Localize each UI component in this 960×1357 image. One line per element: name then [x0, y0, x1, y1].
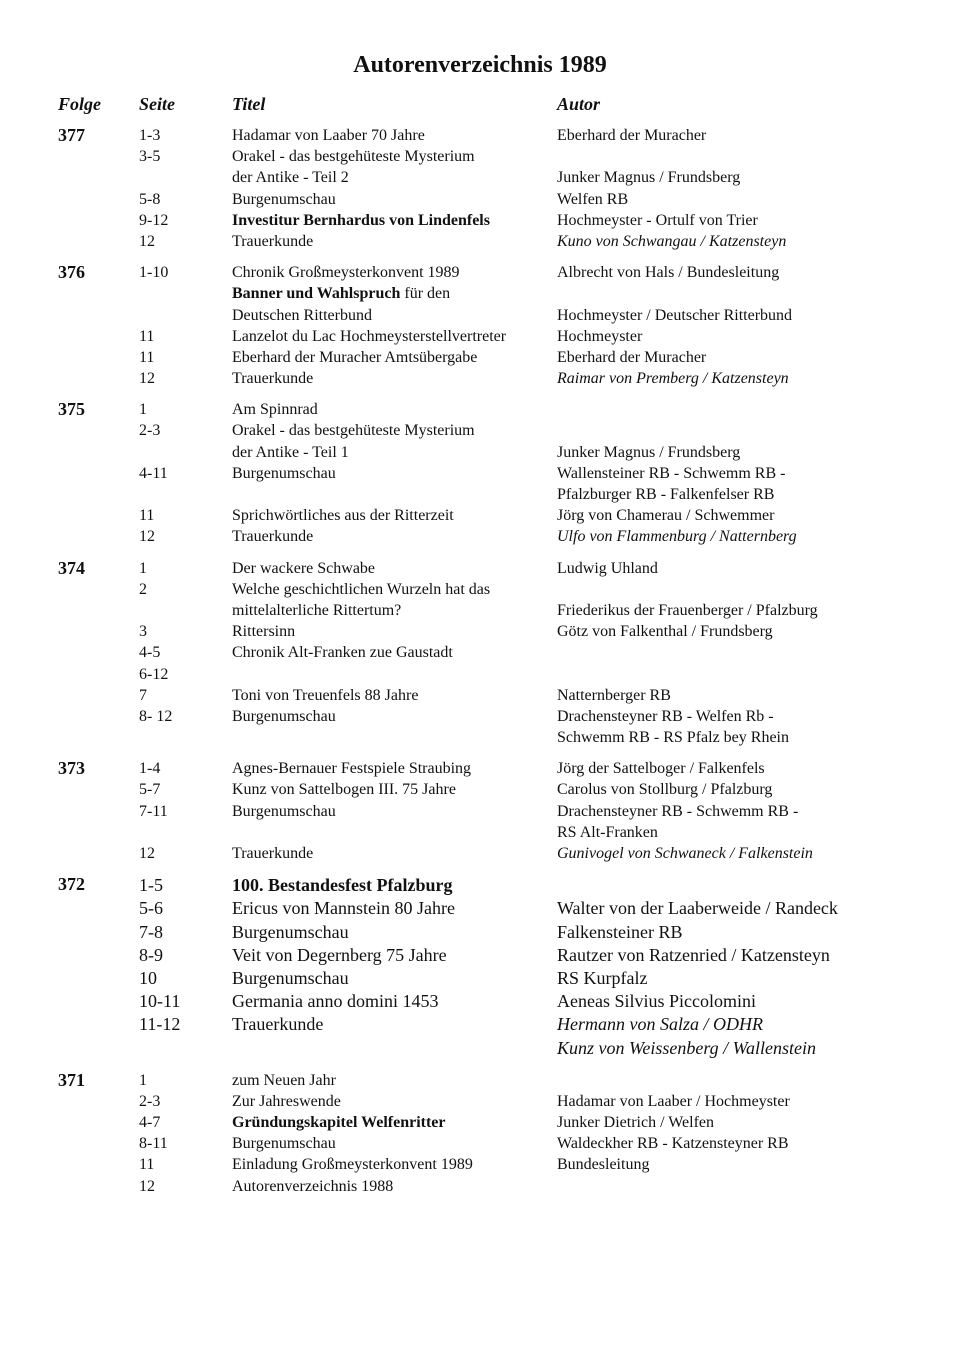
table-row [0, 368, 960, 389]
page-range: 5-7 [139, 781, 161, 799]
column-headers [0, 94, 960, 118]
page-range: 4-7 [139, 1114, 161, 1132]
document-title: Autorenverzeichnis 1989 [353, 52, 607, 78]
author: Raimar von Premberg / Katzensteyn [557, 370, 789, 388]
issue-number: 376 [58, 262, 85, 283]
page-range: 11 [139, 348, 155, 366]
author: RS Kurpfalz [557, 967, 648, 988]
article-title-text: Trauerkunde [232, 845, 314, 862]
article-title-text: Chronik Großmeysterkonvent 1989 [232, 264, 460, 282]
page-range: 8-11 [139, 1135, 168, 1153]
table-row [0, 579, 960, 600]
article-title [232, 1133, 336, 1154]
author: Jörg von Chamerau / Schwemmer [557, 507, 775, 525]
article-title [232, 326, 506, 347]
article-title-text: Sprichwörtliches aus der Ritterzeit [232, 507, 454, 525]
page-range: 5-6 [139, 898, 163, 919]
article-title-text: Burgenumschau [232, 190, 336, 208]
issue-group [0, 125, 960, 252]
author: Junker Magnus / Frundsberg [557, 443, 741, 461]
article-title-bold: Investitur Bernhardus von Lindenfels [232, 211, 490, 229]
article-title-bold: Banner und Wahlspruch [232, 285, 401, 303]
table-row [0, 685, 960, 706]
article-title-bold: Gründungskapitel Welfenritter [232, 1114, 446, 1132]
table-row [0, 967, 960, 990]
page-range: 6-12 [139, 665, 169, 683]
page-range: 2-3 [139, 422, 161, 440]
table-row [0, 125, 960, 146]
article-title-text: zum Neuen Jahr [232, 1071, 336, 1089]
article-title-text: Burgenumschau [232, 1135, 336, 1153]
table-row [0, 727, 960, 748]
author: Natternberger RB [557, 686, 671, 704]
article-title-text: Trauerkunde [232, 528, 314, 546]
article-title [232, 505, 454, 526]
article-title [232, 125, 425, 146]
article-title [232, 1112, 446, 1133]
article-title-text: Ericus von Mannstein 80 Jahre [232, 898, 455, 919]
article-title-text: Kunz von Sattelbogen III. 75 Jahre [232, 781, 456, 799]
table-row [0, 262, 960, 283]
article-title-text: Welche geschichtlichen Wurzeln hat das [232, 580, 491, 598]
table-row [0, 944, 960, 967]
article-title-text: Orakel - das bestgehüteste Mysterium [232, 148, 475, 166]
article-title-text: Am Spinnrad [232, 401, 318, 419]
author: Hochmeyster [557, 327, 643, 345]
article-title-text: der Antike - Teil 1 [232, 443, 349, 461]
table-row [0, 1154, 960, 1175]
issue-group [0, 874, 960, 1060]
author: Eberhard der Muracher [557, 127, 707, 144]
table-row [0, 990, 960, 1013]
header-seite: Seite [139, 94, 175, 114]
page-range: 11 [139, 507, 155, 525]
article-title [232, 621, 295, 642]
article-title [232, 1091, 341, 1112]
page-range: 5-8 [139, 190, 161, 208]
table-row [0, 1037, 960, 1060]
author: Junker Magnus / Frundsberg [557, 169, 741, 187]
article-title-text: Zur Jahreswende [232, 1092, 341, 1110]
page-range: 7-8 [139, 921, 163, 942]
table-row [0, 1070, 960, 1091]
article-title-text: Veit von Degernberg 75 Jahre [232, 944, 447, 965]
issue-number: 374 [58, 557, 85, 578]
author: Hermann von Salza / ODHR [557, 1014, 763, 1035]
table-row [0, 505, 960, 526]
header-autor: Autor [557, 94, 601, 114]
article-title-bold: 100. Bestandesfest Pfalzburg [232, 875, 453, 896]
article-title-text: Autorenverzeichnis 1988 [232, 1177, 394, 1195]
article-title [232, 801, 336, 822]
article-title-text: Deutschen Ritterbund [232, 306, 372, 324]
page-range: 7-11 [139, 802, 168, 820]
page-range: 9-12 [139, 211, 169, 229]
author: RS Alt-Franken [557, 823, 658, 841]
table-row [0, 642, 960, 663]
article-title [232, 843, 313, 864]
author: Waldeckher RB - Katzensteyner RB [557, 1135, 789, 1153]
table-row [0, 1091, 960, 1112]
page-range: 4-5 [139, 644, 161, 662]
table-row [0, 1133, 960, 1154]
page-range: 1 [139, 1071, 147, 1089]
article-title-text: der Antike - Teil 2 [232, 169, 349, 187]
issue-number: 373 [58, 758, 85, 779]
table-row [0, 305, 960, 326]
author: Junker Dietrich / Welfen [557, 1114, 715, 1132]
page-range: 12 [139, 528, 155, 546]
page-range: 3-5 [139, 148, 161, 166]
article-title [232, 642, 453, 663]
article-title [232, 685, 418, 706]
author: Hochmeyster - Ortulf von Trier [557, 211, 758, 229]
article-title-text: Hadamar von Laaber 70 Jahre [232, 127, 425, 144]
table-row [0, 231, 960, 252]
article-title [232, 967, 349, 990]
article-title [232, 399, 318, 420]
article-title-text: Burgenumschau [232, 921, 349, 942]
article-title-text: für den [400, 285, 451, 303]
author: Kuno von Schwangau / Katzensteyn [557, 232, 787, 250]
page-range: 1-4 [139, 760, 161, 778]
article-title-text: Eberhard der Muracher Amtsübergabe [232, 348, 478, 366]
page-range: 1-5 [139, 875, 163, 896]
article-title [232, 347, 477, 368]
article-title-text: Orakel - das bestgehüteste Mysterium [232, 422, 475, 440]
author: Götz von Falkenthal / Frundsberg [557, 623, 773, 641]
article-title [232, 305, 372, 326]
table-row [0, 146, 960, 167]
page-range: 8- 12 [139, 707, 173, 725]
page-range: 11 [139, 327, 155, 345]
table-row [0, 283, 960, 304]
page-range: 12 [139, 370, 155, 388]
article-title [232, 231, 313, 252]
table-row [0, 526, 960, 547]
article-title-text: Trauerkunde [232, 232, 314, 250]
issue-number: 371 [58, 1069, 85, 1090]
table-row [0, 897, 960, 920]
article-title-text: Agnes-Bernauer Festspiele Straubing [232, 760, 472, 778]
table-row [0, 874, 960, 897]
author: Aeneas Silvius Piccolomini [557, 991, 756, 1012]
author: Drachensteyner RB - Schwemm RB - [557, 802, 799, 820]
table-row [0, 600, 960, 621]
author: Eberhard der Muracher [557, 348, 707, 366]
article-title-text: Trauerkunde [232, 370, 314, 388]
article-title [232, 558, 375, 579]
page-range: 10 [139, 967, 157, 988]
issue-group [0, 262, 960, 389]
table-row [0, 210, 960, 231]
article-title [232, 990, 438, 1013]
header-titel: Titel [232, 94, 266, 114]
author: Drachensteyner RB - Welfen Rb - [557, 707, 774, 725]
article-title [232, 368, 313, 389]
page-range: 12 [139, 232, 155, 250]
page-range: 11-12 [139, 1014, 181, 1035]
author: Wallensteiner RB - Schwemm RB - [557, 464, 786, 482]
table-row [0, 442, 960, 463]
author: Schwemm RB - RS Pfalz bey Rhein [557, 729, 789, 747]
article-title-text: Lanzelot du Lac Hochmeysterstellvertreter [232, 327, 507, 345]
article-title [232, 210, 490, 231]
article-title-text: Einladung Großmeysterkonvent 1989 [232, 1156, 473, 1174]
author: Welfen RB [557, 190, 629, 208]
table-row [0, 822, 960, 843]
table-row [0, 801, 960, 822]
page-range: 10-11 [139, 991, 181, 1012]
page-range: 3 [139, 623, 147, 641]
article-title [232, 526, 313, 547]
article-title-text: Toni von Treuenfels 88 Jahre [232, 686, 419, 704]
article-title [232, 1176, 393, 1197]
author: Pfalzburger RB - Falkenfelser RB [557, 486, 775, 503]
article-title [232, 874, 452, 897]
article-title-text: Burgenumschau [232, 464, 336, 482]
author: Ulfo von Flammenburg / Natternberg [557, 528, 797, 546]
article-title-text: Der wackere Schwabe [232, 559, 376, 577]
issue-group [0, 758, 960, 864]
author: Kunz von Weissenberg / Wallenstein [557, 1037, 816, 1058]
page-range: 12 [139, 1177, 155, 1195]
page-range: 2-3 [139, 1092, 161, 1110]
page-range: 1 [139, 401, 147, 419]
article-title-text: Chronik Alt-Franken zue Gaustadt [232, 644, 453, 662]
article-title [232, 758, 471, 779]
index-table [0, 125, 960, 1207]
article-title [232, 706, 336, 727]
article-title [232, 921, 349, 944]
page-range: 4-11 [139, 464, 168, 482]
table-row [0, 1176, 960, 1197]
article-title [232, 420, 475, 441]
article-title [232, 463, 336, 484]
table-row [0, 189, 960, 210]
page-range: 8-9 [139, 944, 163, 965]
article-title-text: Burgenumschau [232, 707, 336, 725]
page-range: 7 [139, 686, 147, 704]
table-row [0, 1013, 960, 1036]
table-row [0, 558, 960, 579]
article-title [232, 600, 401, 621]
article-title-text: Rittersinn [232, 623, 296, 641]
issue-group [0, 399, 960, 547]
article-title [232, 167, 349, 188]
header-folge: Folge [58, 94, 101, 114]
table-row [0, 706, 960, 727]
page-range: 11 [139, 1156, 155, 1174]
page-range: 1-10 [139, 264, 169, 282]
table-row [0, 167, 960, 188]
article-title [232, 283, 450, 304]
page-range: 1-3 [139, 127, 161, 144]
table-row [0, 1112, 960, 1133]
table-row [0, 347, 960, 368]
table-row [0, 779, 960, 800]
article-title-text: Trauerkunde [232, 1014, 324, 1035]
author: Ludwig Uhland [557, 559, 658, 577]
author: Falkensteiner RB [557, 921, 683, 942]
author: Carolus von Stollburg / Pfalzburg [557, 781, 773, 799]
table-row [0, 463, 960, 484]
article-title [232, 189, 336, 210]
table-row [0, 484, 960, 505]
article-title [232, 1013, 323, 1036]
article-title [232, 897, 455, 920]
table-row [0, 621, 960, 642]
author: Jörg der Sattelboger / Falkenfels [557, 760, 765, 778]
issue-group [0, 558, 960, 749]
issue-number: 372 [58, 874, 85, 895]
article-title [232, 579, 490, 600]
issue-group [0, 1070, 960, 1197]
article-title [232, 779, 456, 800]
table-row [0, 664, 960, 685]
page-range: 1 [139, 559, 147, 577]
article-title [232, 1154, 473, 1175]
article-title [232, 442, 349, 463]
author: Hochmeyster / Deutscher Ritterbund [557, 306, 793, 324]
table-row [0, 843, 960, 864]
article-title [232, 262, 460, 283]
table-row [0, 921, 960, 944]
author: Gunivogel von Schwaneck / Falkenstein [557, 845, 813, 862]
article-title-text: Germania anno domini 1453 [232, 991, 439, 1012]
article-title [232, 146, 475, 167]
table-row [0, 326, 960, 347]
author: Bundesleitung [557, 1156, 650, 1174]
table-row [0, 758, 960, 779]
issue-number: 377 [58, 125, 85, 145]
author: Walter von der Laaberweide / Randeck [557, 898, 838, 919]
page-range: 12 [139, 845, 155, 862]
author: Rautzer von Ratzenried / Katzensteyn [557, 944, 830, 965]
article-title [232, 1070, 336, 1091]
article-title [232, 944, 447, 967]
article-title-text: Burgenumschau [232, 802, 336, 820]
page-range: 2 [139, 580, 147, 598]
author: Hadamar von Laaber / Hochmeyster [557, 1092, 790, 1110]
table-row [0, 420, 960, 441]
article-title-text: Burgenumschau [232, 967, 349, 988]
table-row [0, 399, 960, 420]
article-title-text: mittelalterliche Rittertum? [232, 601, 402, 619]
author: Albrecht von Hals / Bundesleitung [557, 264, 780, 282]
author: Friederikus der Frauenberger / Pfalzburg [557, 601, 818, 619]
issue-number: 375 [58, 399, 85, 420]
